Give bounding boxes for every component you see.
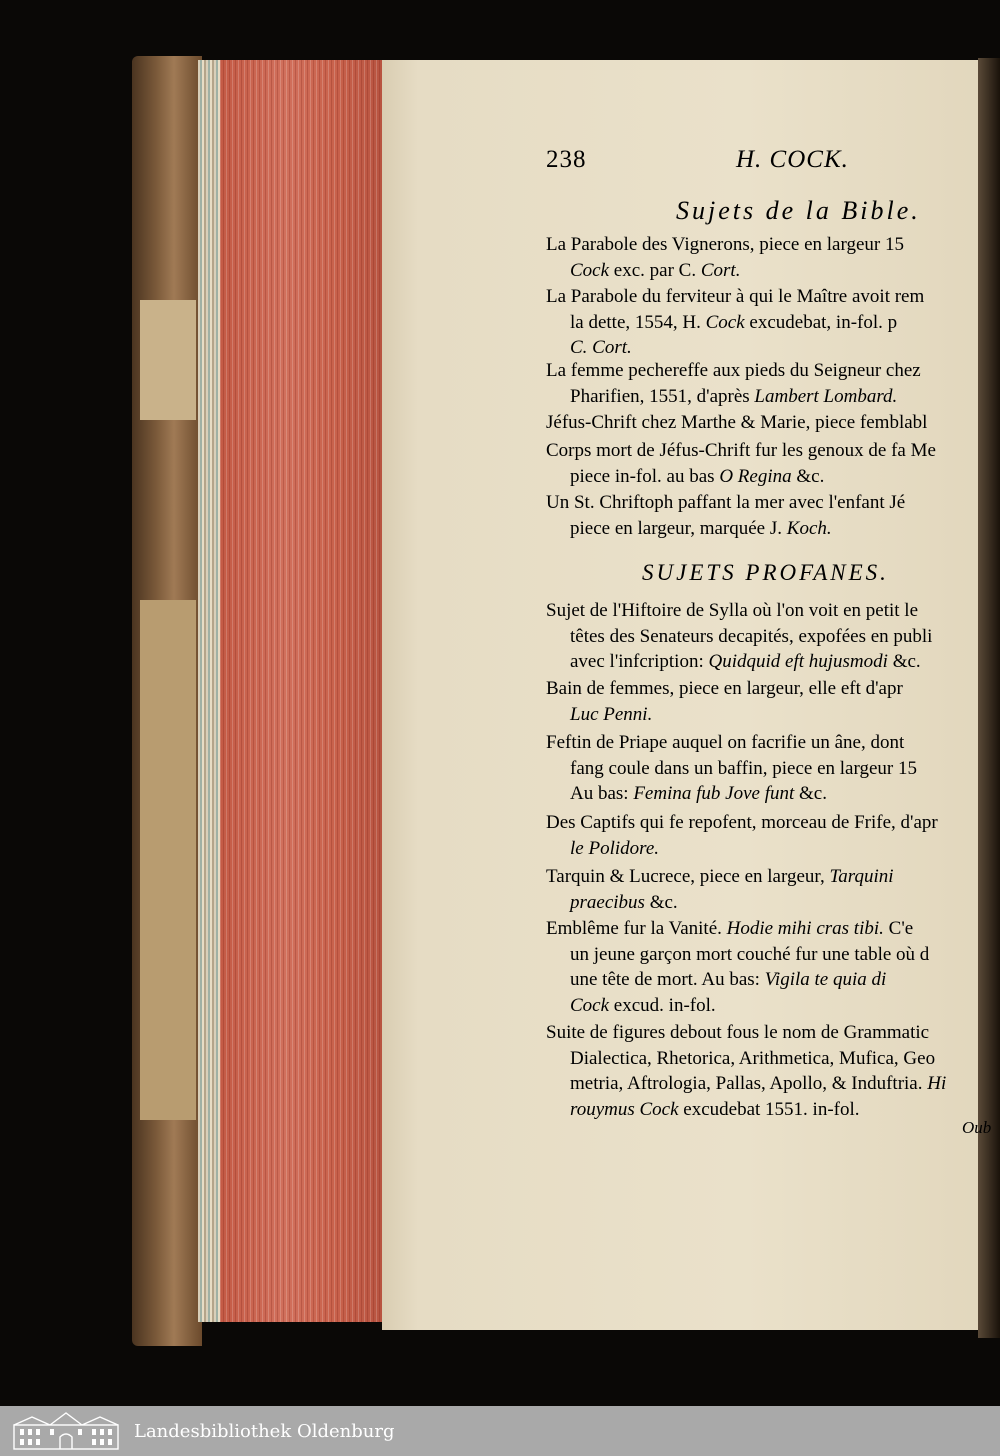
entry-line: Feftin de Priape auquel on facrifie un âne, dont — [546, 732, 905, 753]
entry-histoire-sylla — [546, 598, 986, 675]
entry-embleme-vanite — [546, 916, 986, 1018]
entry-line: La Parabole des Vignerons, piece en largeur 15 — [546, 234, 904, 255]
entry-line: Au bas: Femina fub Jove funt &c. — [570, 783, 827, 804]
entry-line: un jeune garçon mort couché fur une table où d — [570, 943, 930, 965]
entry-line: Emblême fur la Vanité. Hodie mihi cras tibi. C'e — [546, 918, 914, 939]
entry-line: Suite de figures debout fous le nom de Grammatic — [546, 1022, 930, 1043]
running-head: H. COCK. — [736, 146, 849, 173]
entry-corps-mort — [546, 438, 986, 489]
entry-bain-femmes — [546, 676, 986, 727]
footer-bar — [0, 1406, 1000, 1456]
entry-line: praecibus &c. — [570, 891, 678, 913]
entry-line: Corps mort de Jéfus-Chrift fur les genoux de fa Me — [546, 440, 936, 461]
page-edges-marbled — [198, 60, 220, 1322]
entry-line: Dialectica, Rhetorica, Arithmetica, Mufica, Geo — [570, 1047, 936, 1069]
library-building-logo — [10, 1411, 122, 1451]
entry-line: C. Cort. — [570, 337, 632, 358]
entry-line: piece in-fol. au bas O Regina &c. — [570, 465, 825, 487]
cover-label-patch — [140, 300, 196, 420]
entry-line: le Polidore. — [570, 837, 659, 859]
footer-library-name: Landesbibliothek Oldenburg — [134, 1420, 395, 1442]
section-title-bible: Sujets de la Bible. — [676, 196, 921, 225]
entry-line: Cock excud. in-fol. — [570, 994, 716, 1016]
cover-leather-patch — [140, 600, 196, 1120]
entry-line: metria, Aftrologia, Pallas, Apollo, & Induftria. Hi — [570, 1073, 947, 1094]
page-number: 238 — [546, 146, 587, 173]
entry-parabole-serviteur — [546, 284, 986, 361]
entry-suite-figures — [546, 1020, 986, 1122]
entry-line: Cock exc. par C. Cort. — [570, 259, 741, 281]
entry-line: Luc Penni. — [570, 703, 653, 725]
entry-line: rouymus Cock excudebat 1551. in-fol. — [570, 1098, 860, 1120]
entry-femme-pecheresse — [546, 358, 986, 409]
entry-line: piece en largeur, marquée J. Koch. — [570, 517, 832, 539]
entry-line: Sujet de l'Hiftoire de Sylla où l'on voit en petit le — [546, 600, 919, 621]
entry-line: avec l'infcription: Quidquid eft hujusmodi &c. — [570, 651, 921, 672]
entry-line: Tarquin & Lucrece, piece en largeur, Tarquini — [546, 866, 894, 887]
entry-line: Pharifien, 1551, d'après Lambert Lombard. — [570, 385, 898, 407]
entry-line: une tête de mort. Au bas: Vigila te quia di — [570, 969, 887, 990]
entry-line: La Parabole du ferviteur à qui le Maître avoit rem — [546, 286, 925, 307]
section-title-profane: SUJETS PROFANES. — [642, 560, 889, 585]
entry-tarquin-lucrece — [546, 864, 986, 915]
red-sprinkled-page-edge — [220, 60, 382, 1322]
entry-line: Un St. Chriftoph paffant la mer avec l'enfant Jé — [546, 492, 906, 513]
entry-line: Des Captifs qui fe repofent, morceau de Frife, d'apr — [546, 812, 938, 833]
entry-line: fang coule dans un baffin, piece en largeur 15 — [570, 757, 917, 779]
entry-captifs — [546, 810, 986, 861]
catchword: Oub — [962, 1118, 992, 1137]
entry-st-christoph — [546, 490, 986, 541]
entry-jesus-marthe-marie — [546, 410, 986, 436]
entry-line: la dette, 1554, H. Cock excudebat, in-fol. p — [570, 311, 898, 333]
entry-parabole-vignerons — [546, 232, 986, 283]
entry-line: Bain de femmes, piece en largeur, elle eft d'apr — [546, 678, 903, 699]
entry-line: têtes des Senateurs decapités, expofées en publi — [570, 625, 933, 647]
entry-line: La femme pechereffe aux pieds du Seigneur chez — [546, 360, 921, 381]
entry-festin-priape — [546, 730, 986, 807]
entry-line: Jéfus-Chrift chez Marthe & Marie, piece femblabl — [546, 412, 928, 433]
